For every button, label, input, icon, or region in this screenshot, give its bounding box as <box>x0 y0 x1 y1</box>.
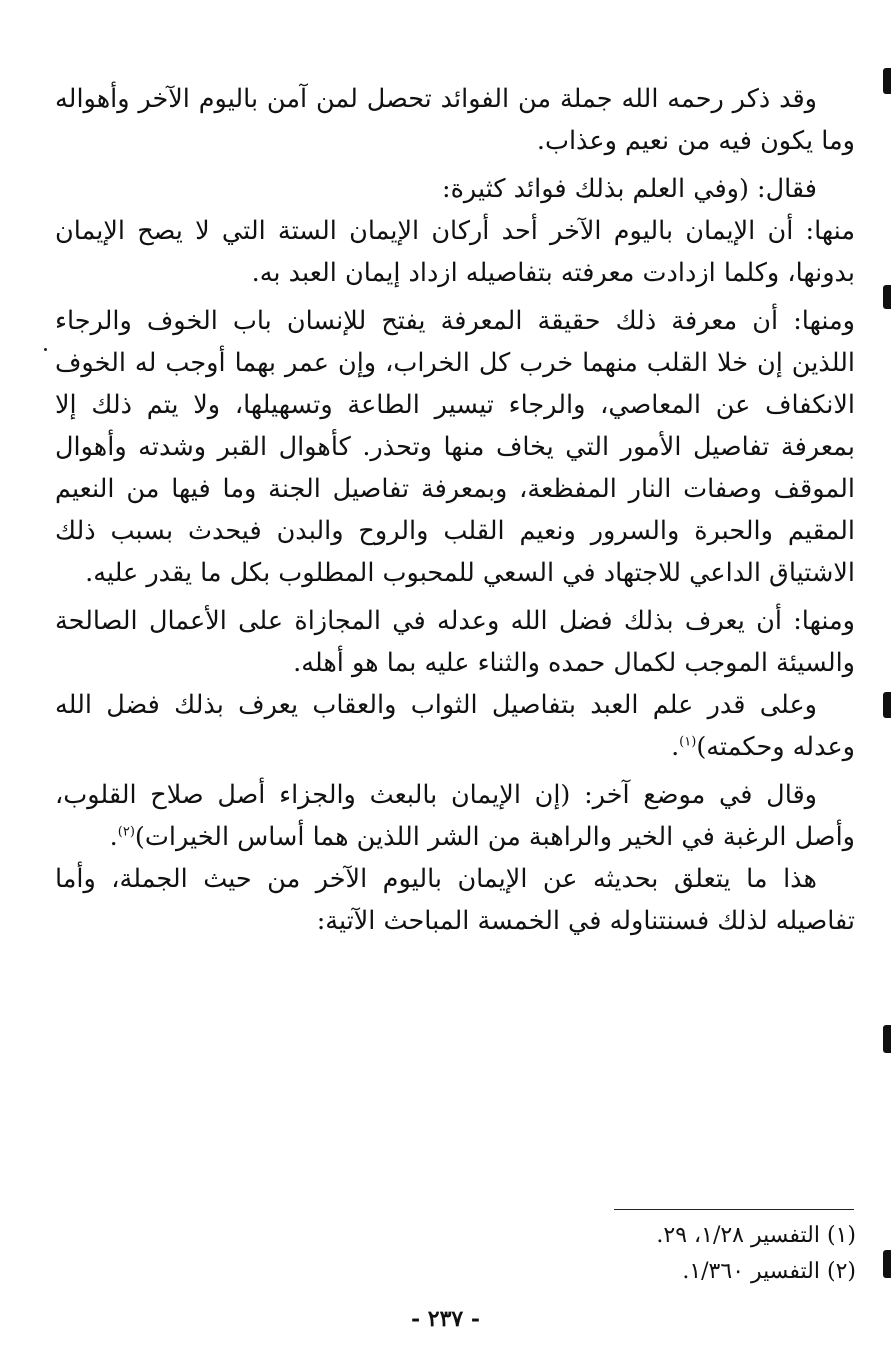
footnotes <box>256 1218 856 1290</box>
scan-edge-mark <box>883 68 891 94</box>
paragraph-conclusion: هذا ما يتعلق بحديثه عن الإيمان باليوم الآخر من حيث الجملة، وأما تفاصيله لذلك فسنتناوله في الخمسة المباحث الآتية: <box>55 864 855 936</box>
footnote-ref-1[interactable]: (١) <box>679 734 697 750</box>
footnote-ref-2[interactable]: (٢) <box>117 824 135 840</box>
paragraph-benefit-1: منها: أن الإيمان باليوم الآخر أحد أركان الإيمان الستة التي لا يصح الإيمان بدونها، وكلما ازدادت معرفته بتفاصيله ازداد إيمان العبد به. <box>55 216 855 288</box>
scan-edge-mark <box>883 692 891 718</box>
footnote-1: (١) التفسير ١/٢٨، ٢٩. <box>656 1223 856 1248</box>
paragraph-intro: وقد ذكر رحمه الله جملة من الفوائد تحصل لمن آمن باليوم الآخر وأهواله وما يكون فيه من نعيم وعذاب. <box>55 84 855 156</box>
main-text <box>55 78 855 942</box>
paragraph-another-quote-text: وقال في موضع آخر: (إن الإيمان بالبعث والجزاء أصل صلاح القلوب، وأصل الرغبة في الخير والراهبة من الشر اللذين هما أساس الخيرات) <box>55 780 855 852</box>
paragraph-quote-end-text: وعلى قدر علم العبد بتفاصيل الثواب والعقاب يعرف بذلك فضل الله وعدله وحكمته) <box>55 690 855 762</box>
paragraph-quote-start: فقال: (وفي العلم بذلك فوائد كثيرة: <box>441 174 817 204</box>
paragraph-quote-end: وعلى قدر علم العبد بتفاصيل الثواب والعقاب يعرف بذلك فضل الله وعدله وحكمته)$^{(١)}$. <box>55 690 855 762</box>
paragraph-benefit-3: ومنها: أن يعرف بذلك فضل الله وعدله في المجازاة على الأعمال الصالحة والسيئة الموجب لكمال حمده والثناء عليه بما هو أهله. <box>55 606 855 678</box>
paragraph-another-quote: وقال في موضع آخر: (إن الإيمان بالبعث والجزاء أصل صلاح القلوب، وأصل الرغبة في الخير والراهبة من الشر اللذين هما أساس الخيرات)$^{(٢)}$. <box>55 780 855 852</box>
footnote-divider <box>614 1209 854 1210</box>
scan-edge-mark <box>883 1250 891 1278</box>
scan-edge-mark <box>883 1025 891 1053</box>
page-number: - ٢٣٧ - <box>410 1306 481 1332</box>
paragraph-benefit-2: ومنها: أن معرفة ذلك حقيقة المعرفة يفتح للإنسان باب الخوف والرجاء اللذين إن خلا القلب منهما خرب كل الخراب، وإن عمر بهما أوجب له الخوف الانكفاف عن المعاصي، والرجاء تيسير الطاعة وتسهيلها، ولا يتم ذلك إلا بمعرفة تفاصيل الأمور التي يخاف منها وتحذر. كأهوال القبر وشدته وأهوال الموقف وصفات النار المفظعة، وبمعرفة تفاصيل الجنة وما فيها من النعيم المقيم والحبرة والسرور ونعيم القلب والروح والبدن فيحدث بسبب ذلك الاشتياق الداعي للاجتهاد في السعي للمحبوب المطلوب بكل ما يقدر عليه. <box>55 306 855 588</box>
footnote-2: (٢) التفسير ١/٣٦٠. <box>682 1259 856 1284</box>
scan-edge-mark <box>883 285 891 309</box>
scan-speck <box>44 348 47 351</box>
